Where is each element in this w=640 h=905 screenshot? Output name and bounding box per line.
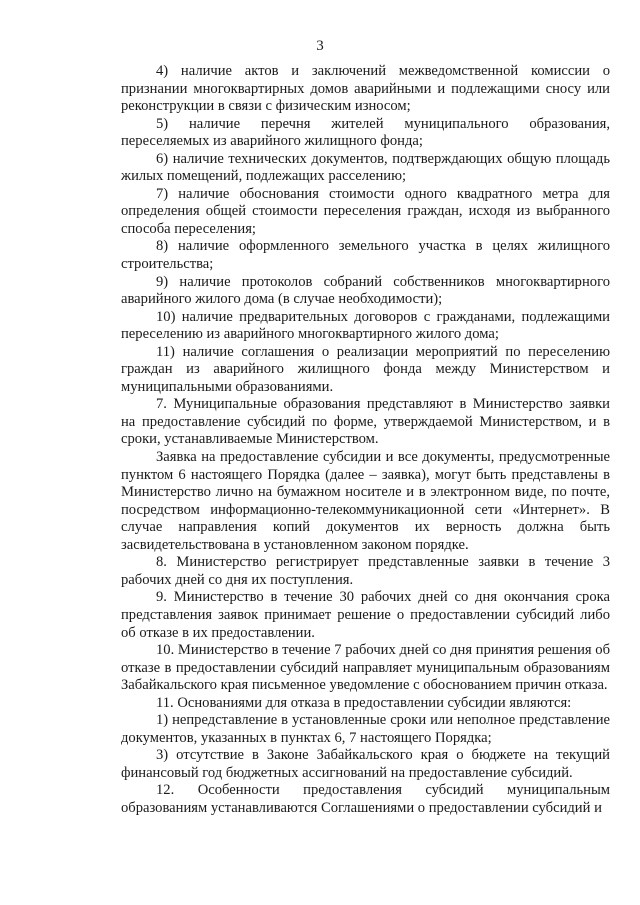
- paragraph-clause-10: 10. Министерство в течение 7 рабочих дней со дня принятия решения об отказе в предоставлении субсидий направляет муниципальным образованиям Забайкальского края письменное уведомление с обоснованием причин отказа.: [121, 642, 610, 694]
- paragraph-item-11: 11) наличие соглашения о реализации мероприятий по переселению граждан из аварийного жилищного фонда между Министерством и муниципальными образованиями.: [121, 343, 610, 395]
- paragraph-ground-1: 1) непредставление в установленные сроки или неполное представление документов, указанных в пунктах 6, 7 настоящего Порядка;: [121, 712, 610, 746]
- paragraph-item-6: 6) наличие технических документов, подтверждающих общую площадь жилых помещений, подлежащих расселению;: [121, 150, 610, 185]
- document-body: [121, 63, 610, 818]
- paragraph-clause-9: 9. Министерство в течение 30 рабочих дней со дня окончания срока представления заявок принимает решение о предоставлении субсидий либо об отказе в их предоставлении.: [121, 589, 610, 641]
- paragraph-application: Заявка на предоставление субсидии и все документы, предусмотренные пунктом 6 настоящего Порядка (далее – заявка), могут быть представлены в Министерство лично на бумажном носителе и в электронном виде, по почте, посредством информационно-телекоммуникационной сети «Интернет». В случае направления копий документов их верность должна быть засвидетельствована в установленном законом порядке.: [121, 449, 610, 553]
- paragraph-item-7: 7) наличие обоснования стоимости одного квадратного метра для определения общей стоимости переселения граждан, исходя из выбранного способа переселения;: [121, 185, 610, 237]
- page-number: 3: [316, 38, 324, 54]
- paragraph-item-5: 5) наличие перечня жителей муниципального образования, переселяемых из аварийного жилищного фонда;: [121, 115, 610, 150]
- paragraph-item-10: 10) наличие предварительных договоров с гражданами, подлежащими переселению из аварийного многоквартирного жилого дома;: [121, 308, 610, 343]
- paragraph-clause-11: 11. Основаниями для отказа в предоставлении субсидии являются:: [156, 694, 572, 711]
- paragraph-ground-3: 3) отсутствие в Законе Забайкальского края о бюджете на текущий финансовый год бюджетных ассигнований на предоставление субсидий.: [121, 747, 610, 781]
- paragraph-item-8: 8) наличие оформленного земельного участка в целях жилищного строительства;: [121, 238, 610, 273]
- paragraph-item-9: 9) наличие протоколов собраний собственников многоквартирного аварийного жилого дома (в случае необходимости);: [121, 273, 610, 308]
- paragraph-clause-7: 7. Муниципальные образования представляют в Министерство заявки на предоставление субсидий по форме, утверждаемой Министерством, и в сроки, устанавливаемые Министерством.: [121, 396, 610, 448]
- paragraph-clause-8: 8. Министерство регистрирует представленные заявки в течение 3 рабочих дней со дня их поступления.: [121, 554, 610, 588]
- paragraph-item-4: 4) наличие актов и заключений межведомственной комиссии о признании многоквартирных домов аварийными и подлежащими сносу или реконструкции в связи с физическим износом;: [121, 63, 610, 115]
- paragraph-clause-12: 12. Особенности предоставления субсидий муниципальным образованиям устанавливаются Соглашениями о предоставлении субсидий и: [121, 782, 610, 816]
